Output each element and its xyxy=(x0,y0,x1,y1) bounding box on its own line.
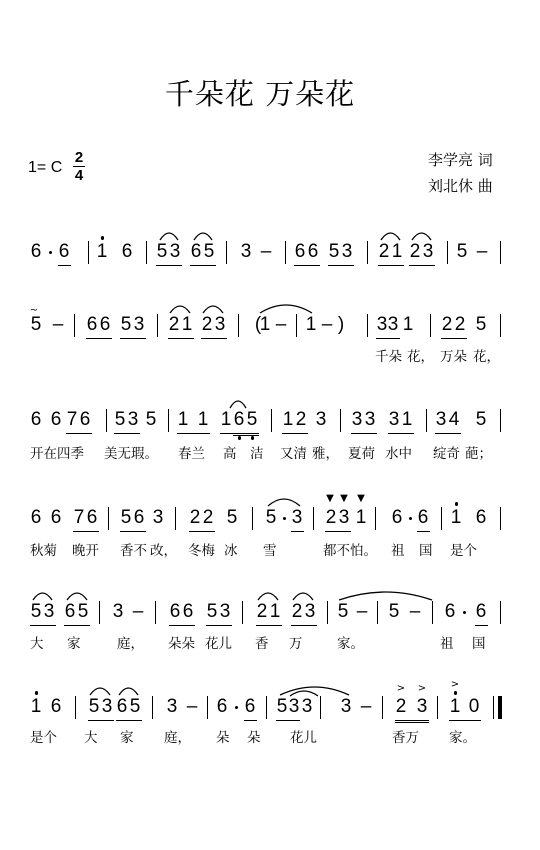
note: 2 xyxy=(378,241,390,262)
time-signature-denominator: 4 xyxy=(74,167,84,184)
note: 5 xyxy=(30,314,42,335)
lyric: 都不怕。 xyxy=(323,543,377,559)
note: 5 xyxy=(456,241,468,262)
note: 3 xyxy=(291,507,303,528)
note: 1 xyxy=(450,507,462,528)
lyric: 水中 xyxy=(385,446,412,462)
accent-mark: ▼ xyxy=(326,493,334,504)
accent-mark: ▼ xyxy=(357,493,365,504)
note: 3 xyxy=(219,601,231,622)
note: 3 xyxy=(101,696,113,717)
lyric: 家。 xyxy=(337,636,364,652)
note: 6 xyxy=(30,409,42,430)
note: 3 xyxy=(166,696,178,717)
note: 1 xyxy=(269,601,281,622)
note: 5 xyxy=(246,409,258,430)
note: 5 xyxy=(114,409,126,430)
slur xyxy=(90,688,110,695)
note: 2 xyxy=(202,507,214,528)
lyric: 雅， xyxy=(312,446,339,462)
accent-mark: > xyxy=(396,683,406,694)
note: 6 xyxy=(233,409,245,430)
note: 1 xyxy=(355,507,367,528)
note: 5 xyxy=(203,241,215,262)
note: 3 xyxy=(127,409,139,430)
note: 3 xyxy=(214,314,226,335)
note: 6 xyxy=(307,241,319,262)
note: 4 xyxy=(448,409,460,430)
note: 2 xyxy=(291,601,303,622)
note: 3 xyxy=(288,696,300,717)
note: – xyxy=(476,241,488,262)
lyric: 秋菊 xyxy=(30,543,57,559)
slur xyxy=(339,592,432,600)
lyric: 大 xyxy=(30,636,44,652)
note: – xyxy=(186,696,198,717)
lyric: 家 xyxy=(67,636,81,652)
note: 5 xyxy=(129,696,141,717)
lyric: 庭， xyxy=(164,730,191,746)
lyric: 香 xyxy=(255,636,269,652)
note: 6 xyxy=(116,696,128,717)
note: 6 xyxy=(417,507,429,528)
note: 5 xyxy=(88,696,100,717)
accent-mark: ▼ xyxy=(340,493,348,504)
composer-credit: 刘北休 曲 xyxy=(428,177,493,195)
note: 5 xyxy=(156,241,168,262)
note: 5 xyxy=(388,601,400,622)
note: 5 xyxy=(337,601,349,622)
note: 1 xyxy=(197,409,209,430)
slur xyxy=(67,593,87,600)
lyric: 雪 xyxy=(263,543,277,559)
note: 1 xyxy=(401,409,413,430)
lyric: 开在四季 xyxy=(30,446,84,462)
lyric: 国 xyxy=(419,543,433,559)
note: 3 xyxy=(169,241,181,262)
note: 6 xyxy=(50,696,62,717)
note: 1 xyxy=(96,241,108,262)
note: 2 xyxy=(189,507,201,528)
note: 7 xyxy=(66,409,78,430)
note: 1 xyxy=(282,409,294,430)
slur xyxy=(412,233,431,240)
note: 1 xyxy=(177,409,189,430)
lyric: 家。 xyxy=(449,730,476,746)
lyric: 朵 xyxy=(216,730,230,746)
lyric: 祖 xyxy=(440,636,454,652)
note: 3 xyxy=(416,696,428,717)
note: 6 xyxy=(50,507,62,528)
lyric: 花儿 xyxy=(290,730,317,746)
accent-mark: > xyxy=(417,683,427,694)
bracket: ) xyxy=(337,314,345,335)
note: 6 xyxy=(30,507,42,528)
note: 2 xyxy=(201,314,213,335)
note: 3 xyxy=(435,409,447,430)
note: 5 xyxy=(77,601,89,622)
slur xyxy=(260,305,312,313)
accent-mark: > xyxy=(450,679,460,690)
note: 5 xyxy=(328,241,340,262)
note: 6 xyxy=(169,601,181,622)
note: 3 xyxy=(152,507,164,528)
note: 3 xyxy=(376,314,388,335)
note: 6 xyxy=(99,314,111,335)
slur xyxy=(258,593,278,600)
note: 1 xyxy=(259,314,271,335)
note: 6 xyxy=(64,601,76,622)
note: 3 xyxy=(364,409,376,430)
note: 6 xyxy=(58,241,70,262)
lyric: 美无瑕。 xyxy=(104,446,158,462)
slur xyxy=(381,233,400,240)
note: 5 xyxy=(206,601,218,622)
note: 5 xyxy=(226,507,238,528)
note: 3 xyxy=(340,696,352,717)
lyric: 夏荷 xyxy=(348,446,375,462)
lyric: 国 xyxy=(472,636,486,652)
note: 2 xyxy=(295,409,307,430)
note: 3 xyxy=(338,507,350,528)
note: 6 xyxy=(50,409,62,430)
note: 6 xyxy=(244,696,256,717)
note: – xyxy=(356,601,368,622)
lyric: 冬梅 xyxy=(188,543,215,559)
note: 2 xyxy=(454,314,466,335)
lyric: 花儿 xyxy=(205,636,232,652)
note: 2 xyxy=(256,601,268,622)
note: 6 xyxy=(475,601,487,622)
note: 5 xyxy=(475,409,487,430)
note: – xyxy=(132,601,144,622)
lyric: 香万 xyxy=(392,730,419,746)
page-title: 千朵花 万朵花 xyxy=(164,77,356,111)
accent-mark: ~ xyxy=(29,305,39,316)
note: 6 xyxy=(133,507,145,528)
lyric: 冰 xyxy=(224,543,238,559)
note: 6 xyxy=(294,241,306,262)
note: – xyxy=(360,696,372,717)
note: 5 xyxy=(120,507,132,528)
note: 3 xyxy=(301,696,313,717)
note: 2 xyxy=(168,314,180,335)
slur xyxy=(33,593,52,600)
note: 5 xyxy=(145,409,157,430)
lyric: 香不 xyxy=(120,543,147,559)
note: 3 xyxy=(43,601,55,622)
note: 3 xyxy=(351,409,363,430)
note: 1 xyxy=(305,314,317,335)
note: 5 xyxy=(120,314,132,335)
note: 3 xyxy=(315,409,327,430)
lyric: 花， xyxy=(407,349,434,365)
note: – xyxy=(409,601,421,622)
lyric: 绽奇 xyxy=(433,446,460,462)
note: – xyxy=(260,241,272,262)
lyric: 千朵 xyxy=(375,349,402,365)
slur xyxy=(160,233,178,240)
lyric: 晚开 xyxy=(72,543,99,559)
note: 3 xyxy=(304,601,316,622)
note: – xyxy=(321,314,333,335)
note: 3 xyxy=(388,409,400,430)
lyric: 又清 xyxy=(280,446,307,462)
note: 1 xyxy=(449,696,461,717)
lyric: 朵 xyxy=(247,730,261,746)
lyric: 大 xyxy=(84,730,98,746)
lyric: 家 xyxy=(120,730,134,746)
note: 3 xyxy=(387,314,399,335)
note: 5 xyxy=(265,507,277,528)
note: 0 xyxy=(468,696,480,717)
note: 5 xyxy=(30,601,42,622)
note: 6 xyxy=(121,241,133,262)
lyric: 祖 xyxy=(391,543,405,559)
lyric: 高 xyxy=(223,446,237,462)
note: 7 xyxy=(73,507,85,528)
lyric: 庭， xyxy=(117,636,144,652)
slur xyxy=(268,499,300,506)
lyric: 是个 xyxy=(30,730,57,746)
note: 3 xyxy=(341,241,353,262)
bracket: ( xyxy=(254,314,262,335)
note: 5 xyxy=(276,696,288,717)
slur xyxy=(203,306,223,313)
note: 6 xyxy=(190,241,202,262)
slur xyxy=(119,688,138,695)
note: 2 xyxy=(409,241,421,262)
lyric: 万 xyxy=(289,636,303,652)
note: 6 xyxy=(30,241,42,262)
key-signature: 1= C xyxy=(28,159,63,176)
note: 6 xyxy=(86,314,98,335)
slur xyxy=(170,306,190,313)
note: 1 xyxy=(220,409,232,430)
note: 3 xyxy=(422,241,434,262)
lyric: 改， xyxy=(150,543,177,559)
note: 3 xyxy=(240,241,252,262)
note: 6 xyxy=(182,601,194,622)
note: 6 xyxy=(444,601,456,622)
lyric: 洁 xyxy=(250,446,264,462)
note: 2 xyxy=(441,314,453,335)
note: – xyxy=(52,314,64,335)
lyricist-credit: 李学亮 词 xyxy=(428,151,493,169)
time-signature-numerator: 2 xyxy=(74,149,84,166)
note: 1 xyxy=(30,696,42,717)
note: 6 xyxy=(391,507,403,528)
note: 6 xyxy=(86,507,98,528)
lyric: 朵朵 xyxy=(168,636,195,652)
slur xyxy=(194,233,212,240)
note: 1 xyxy=(181,314,193,335)
note: 6 xyxy=(216,696,228,717)
note: 5 xyxy=(475,314,487,335)
note: 1 xyxy=(402,314,414,335)
slur xyxy=(230,401,246,408)
lyric: 是个 xyxy=(450,543,477,559)
note: 6 xyxy=(79,409,91,430)
lyric: 花， xyxy=(473,349,500,365)
lyric: 万朵 xyxy=(440,349,467,365)
slur xyxy=(290,691,318,696)
note: 3 xyxy=(112,601,124,622)
note: 2 xyxy=(325,507,337,528)
lyric: 春兰 xyxy=(178,446,205,462)
note: 1 xyxy=(391,241,403,262)
slur xyxy=(293,593,313,600)
note: – xyxy=(275,314,287,335)
note: 6 xyxy=(475,507,487,528)
note: 2 xyxy=(395,696,407,717)
lyric: 葩； xyxy=(465,446,492,462)
note: 3 xyxy=(133,314,145,335)
